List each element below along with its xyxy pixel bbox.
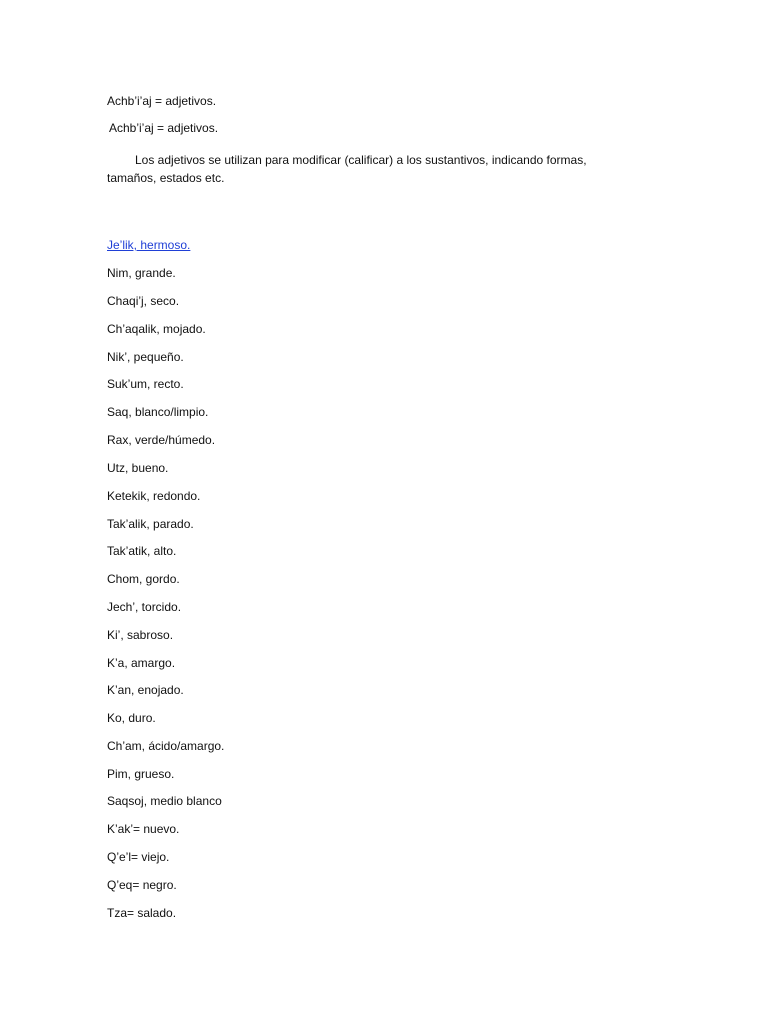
list-item: Q’eq= negro.: [107, 878, 177, 892]
list-item: Ketekik, redondo.: [107, 489, 201, 503]
list-item: Jech’, torcido.: [107, 600, 182, 614]
list-item: Q’e’l= viejo.: [107, 850, 170, 864]
list-item: Chom, gordo.: [107, 572, 180, 586]
heading-line-2: Achb’i’aj = adjetivos.: [109, 121, 219, 135]
hermoso-link-text[interactable]: Je’lik, hermoso.: [107, 238, 191, 252]
list-item: Pim, grueso.: [107, 767, 175, 781]
list-item: Rax, verde/húmedo.: [107, 433, 216, 447]
list-item: Tza= salado.: [107, 906, 177, 920]
list-item: Ch’am, ácido/amargo.: [107, 739, 225, 753]
list-item: Utz, bueno.: [107, 461, 169, 475]
list-item: Saq, blanco/limpio.: [107, 405, 209, 419]
heading-line-1: Achb’i’aj = adjetivos.: [107, 94, 217, 108]
list-item: Nim, grande.: [107, 266, 176, 280]
list-item: Tak’atik, alto.: [107, 544, 177, 558]
list-item: Ch’aqalik, mojado.: [107, 322, 206, 336]
list-item: Nik’, pequeño.: [107, 350, 184, 364]
list-item: Saqsoj, medio blanco: [107, 794, 222, 808]
list-item: Ko, duro.: [107, 711, 156, 725]
list-item: K’an, enojado.: [107, 683, 184, 697]
list-item: Chaqi’j, seco.: [107, 294, 180, 308]
intro-paragraph: Los adjetivos se utilizan para modificar (calificar) a los sustantivos, indicando formas, tamaños, estados etc.: [107, 153, 587, 185]
list-item: Tak’alik, parado.: [107, 517, 194, 531]
list-item: Suk’um, recto.: [107, 377, 184, 391]
list-item: K’ak’= nuevo.: [107, 822, 180, 836]
hermoso-link[interactable]: [107, 239, 190, 251]
list-item: Ki’, sabroso.: [107, 628, 174, 642]
list-item: K’a, amargo.: [107, 656, 176, 670]
